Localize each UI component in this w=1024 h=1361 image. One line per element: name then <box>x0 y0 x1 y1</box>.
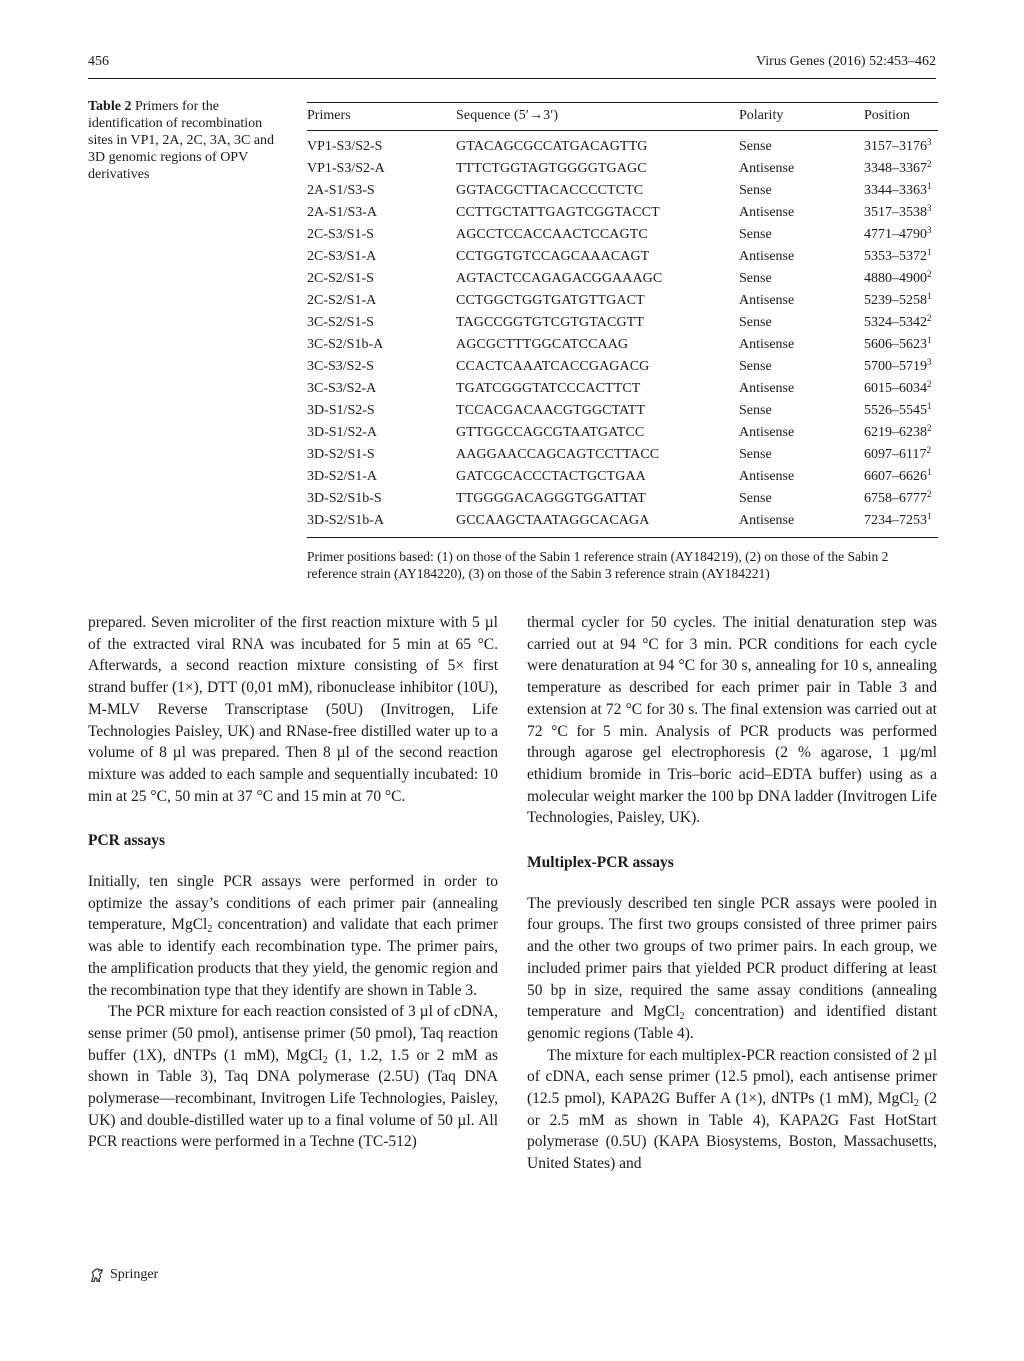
cell-position: 3344–3363$^1$ <box>864 181 932 198</box>
primer-table <box>307 102 938 582</box>
table-row <box>307 509 938 531</box>
cell-position: 4880–4900$^2$ <box>864 269 932 286</box>
cell-sequence: TGATCGGGTATCCCACTTCT <box>456 381 641 396</box>
reference-superscript: 2 <box>926 445 931 455</box>
paragraph: The previously described ten single PCR assays were pooled in four groups. The first two groups consisted of three primer pairs and the other two groups of two primer pairs. In each group, we included primer pairs that yielded PCR product differing at least 50 bp in size, required the same assay conditions (annealing temperature and MgCl$_2$ concentration) and identified distant genomic regions (Table 4). <box>527 894 937 1042</box>
cell-sequence: TTTCTGGTAGTGGGGTGAGC <box>456 161 647 176</box>
cell-sequence: AGCCTCCACCAACTCCAGTC <box>456 227 648 242</box>
reference-superscript: 3 <box>927 225 932 235</box>
reference-superscript: 1 <box>927 511 932 521</box>
cell-polarity: Sense <box>739 227 772 242</box>
col-header-sequence: Sequence (5′→3′) <box>456 108 559 123</box>
cell-position: 5353–5372$^1$ <box>864 247 932 264</box>
cell-polarity: Antisense <box>739 425 795 440</box>
reference-superscript: 1 <box>927 291 932 301</box>
section-heading-multiplex-pcr: Multiplex-PCR assays <box>527 854 674 872</box>
reference-superscript: 1 <box>927 247 932 257</box>
table-row <box>307 333 938 355</box>
table-row <box>307 223 938 245</box>
col-header-primers: Primers <box>307 108 351 123</box>
reference-superscript: 2 <box>927 489 932 499</box>
table-row <box>307 421 938 443</box>
table-row <box>307 135 938 157</box>
table-row <box>307 399 938 421</box>
table-body <box>307 131 938 537</box>
cell-primer: 3D-S2/S1-A <box>307 469 378 484</box>
table-caption <box>88 98 278 183</box>
table-caption-text: Primers for the identification of recombination sites in VP1, 2A, 2C, 3A, 3C and 3D genomic regions of OPV derivatives <box>88 99 275 182</box>
paragraph: The PCR mixture for each reaction consisted of 3 µl of cDNA, sense primer (50 pmol), antisense primer (50 pmol), Taq reaction buffer (1X), dNTPs (1 mM), MgCl$_2$ (1, 1.2, 1.5 or 2 mM as shown in Table 3), Taq DNA polymerase (2.5U) (Taq DNA polymerase—recombinant, Invitrogen Life Technologies, Paisley, UK) and double-distilled water up to a final volume of 50 µl. All PCR reactions were performed in a Techne (TC-512) <box>88 1003 498 1151</box>
page-number: 456 <box>88 54 109 69</box>
cell-sequence: AAGGAACCAGCAGTCCTTACC <box>456 447 660 462</box>
cell-primer: 3C-S3/S2-S <box>307 359 374 374</box>
cell-position: 4771–4790$^3$ <box>864 225 932 242</box>
cell-sequence: GCCAAGCTAATAGGCACAGA <box>456 513 650 528</box>
cell-position: 5239–5258$^1$ <box>864 291 932 308</box>
springer-horse-icon <box>88 1266 106 1284</box>
reference-superscript: 2 <box>927 159 932 169</box>
reference-superscript: 2 <box>927 423 932 433</box>
cell-primer: 3D-S2/S1b-S <box>307 491 382 506</box>
cell-polarity: Antisense <box>739 205 795 220</box>
table-row <box>307 443 938 465</box>
cell-polarity: Sense <box>739 315 772 330</box>
cell-sequence: CCTGGTGTCCAGCAAACAGT <box>456 249 650 264</box>
journal-citation: Virus Genes (2016) 52:453–462 <box>756 54 936 69</box>
cell-sequence: CCTGGCTGGTGATGTTGACT <box>456 293 645 308</box>
reference-superscript: 3 <box>927 137 932 147</box>
cell-position: 6758–6777$^2$ <box>864 489 932 506</box>
paragraph: thermal cycler for 50 cycles. The initial denaturation step was carried out at 94 °C for 3 min. PCR conditions for each cycle were denaturation at 94 °C for 30 s, annealing for 10 s, annealing temperature as described for each primer pair in Table 3 and extension at 72 °C for 30 s. The final extension was carried out at 72 °C for 5 min. Analysis of PCR products was performed through agarose gel electrophoresis (2 % agarose, 1 µg/ml ethidium bromide in Tris–boric acid–EDTA buffer) using as a molecular weight marker the 100 bp DNA ladder (Invitrogen Life Technologies, Paisley, UK). <box>527 614 937 827</box>
cell-position: 5606–5623$^1$ <box>864 335 932 352</box>
table-row <box>307 355 938 377</box>
cell-primer: 3D-S1/S2-S <box>307 403 375 418</box>
cell-polarity: Antisense <box>739 293 795 308</box>
cell-polarity: Sense <box>739 183 772 198</box>
cell-position: 3348–3367$^2$ <box>864 159 932 176</box>
reference-superscript: 2 <box>927 269 932 279</box>
cell-primer: 2A-S1/S3-S <box>307 183 375 198</box>
table-row <box>307 377 938 399</box>
cell-position: 6219–6238$^2$ <box>864 423 932 440</box>
cell-polarity: Antisense <box>739 381 795 396</box>
cell-polarity: Antisense <box>739 161 795 176</box>
cell-primer: VP1-S3/S2-S <box>307 139 383 154</box>
cell-polarity: Sense <box>739 447 772 462</box>
cell-primer: 2C-S2/S1-S <box>307 271 374 286</box>
cell-sequence: TCCACGACAACGTGGCTATT <box>456 403 646 418</box>
table-row <box>307 311 938 333</box>
paragraph: prepared. Seven microliter of the first reaction mixture with 5 µl of the extracted viral RNA was incubated for 5 min at 65 °C. Afterwards, a second reaction mixture consisting of 5× first strand buffer (1×), DTT (0,01 mM), ribonuclease inhibitor (10U), M-MLV Reverse Transcriptase (50U) (Invitrogen, Life Technologies Paisley, UK) and RNase-free distilled water up to a volume of 8 µl was prepared. Then 8 µl of the second reaction mixture was added to each sample and sequentially incubated: 10 min at 25 °C, 50 min at 37 °C and 15 min at 70 °C. <box>88 614 498 805</box>
cell-polarity: Sense <box>739 403 772 418</box>
cell-polarity: Antisense <box>739 513 795 528</box>
cell-primer: 3D-S2/S1-S <box>307 447 375 462</box>
paragraph: The mixture for each multiplex-PCR reaction consisted of 2 µl of cDNA, each sense primer (12.5 pmol), each antisense primer (12.5 pmol), KAPA2G Buffer A (1×), dNTPs (1 mM), MgCl$_2$ (2 or 2.5 mM as shown in Table 4), KAPA2G Fast HotStart polymerase (0.5U) (KAPA Biosystems, Boston, Massachusetts, United States) and <box>527 1046 937 1173</box>
cell-sequence: AGCGCTTTGGCATCCAAG <box>456 337 629 352</box>
reference-superscript: 1 <box>927 401 932 411</box>
reference-superscript: 3 <box>927 203 932 213</box>
table-row <box>307 289 938 311</box>
cell-sequence: GGTACGCTTACACCCCTCTC <box>456 183 644 198</box>
cell-position: 3517–3538$^3$ <box>864 203 932 220</box>
cell-polarity: Sense <box>739 359 772 374</box>
table-row <box>307 157 938 179</box>
body-column-right <box>527 612 937 1175</box>
cell-polarity: Sense <box>739 139 772 154</box>
table-row <box>307 465 938 487</box>
page-footer <box>88 1266 158 1284</box>
cell-sequence: GTTGGCCAGCGTAATGATCC <box>456 425 645 440</box>
cell-position: 5700–5719$^3$ <box>864 357 932 374</box>
publisher-name: Springer <box>110 1267 159 1282</box>
reference-superscript: 2 <box>927 313 932 323</box>
cell-position: 6015–6034$^2$ <box>864 379 932 396</box>
cell-position: 6097–6117$^2$ <box>864 445 931 462</box>
cell-primer: 3D-S2/S1b-A <box>307 513 385 528</box>
reference-superscript: 1 <box>927 467 932 477</box>
cell-sequence: AGTACTCCAGAGACGGAAAGC <box>456 271 663 286</box>
header-rule <box>88 78 936 79</box>
cell-polarity: Sense <box>739 491 772 506</box>
cell-primer: 2C-S3/S1-S <box>307 227 374 242</box>
cell-polarity: Antisense <box>739 469 795 484</box>
table-label: Table 2 <box>88 99 132 114</box>
cell-position: 6607–6626$^1$ <box>864 467 932 484</box>
paragraph: Initially, ten single PCR assays were performed in order to optimize the assay’s conditions of each primer pair (annealing temperature, MgCl$_2$ concentration) and validate that each primer was able to identify each recombination type. The primer pairs, the amplification products that they yield, the genomic region and the recombination type that they identify are shown in Table 3. <box>88 873 498 999</box>
cell-position: 3157–3176$^3$ <box>864 137 932 154</box>
table-row <box>307 179 938 201</box>
cell-primer: 3C-S2/S1b-A <box>307 337 384 352</box>
col-header-position: Position <box>864 108 910 123</box>
col-header-polarity: Polarity <box>739 108 784 123</box>
cell-polarity: Antisense <box>739 249 795 264</box>
table-footnote: Primer positions based: (1) on those of the Sabin 1 reference strain (AY184219), (2) on those of the Sabin 2 reference strain (AY184220), (3) on those of the Sabin 3 reference strain (AY184221) <box>307 549 889 581</box>
cell-position: 7234–7253$^1$ <box>864 511 932 528</box>
section-heading-pcr-assays: PCR assays <box>88 832 166 850</box>
table-row <box>307 267 938 289</box>
table-row <box>307 201 938 223</box>
cell-primer: 3C-S3/S2-A <box>307 381 377 396</box>
cell-sequence: GTACAGCGCCATGACAGTTG <box>456 139 648 154</box>
cell-position: 5324–5342$^2$ <box>864 313 932 330</box>
reference-superscript: 3 <box>927 357 932 367</box>
cell-sequence: TTGGGGACAGGGTGGATTAT <box>456 491 646 506</box>
cell-primer: VP1-S3/S2-A <box>307 161 385 176</box>
cell-primer: 2C-S2/S1-A <box>307 293 377 308</box>
cell-sequence: GATCGCACCCTACTGCTGAA <box>456 469 646 484</box>
cell-sequence: TAGCCGGTGTCGTGTACGTT <box>456 315 644 330</box>
table-row <box>307 487 938 509</box>
table-header-row <box>307 103 938 130</box>
cell-polarity: Sense <box>739 271 772 286</box>
cell-primer: 3C-S2/S1-S <box>307 315 374 330</box>
reference-superscript: 1 <box>927 335 932 345</box>
reference-superscript: 1 <box>927 181 932 191</box>
running-header <box>88 54 936 76</box>
cell-polarity: Antisense <box>739 337 795 352</box>
reference-superscript: 2 <box>927 379 932 389</box>
body-column-left <box>88 612 498 1153</box>
cell-primer: 2C-S3/S1-A <box>307 249 377 264</box>
table-row <box>307 245 938 267</box>
cell-primer: 3D-S1/S2-A <box>307 425 378 440</box>
cell-sequence: CCACTCAAATCACCGAGACG <box>456 359 650 374</box>
cell-sequence: CCTTGCTATTGAGTCGGTACCT <box>456 205 660 220</box>
cell-position: 5526–5545$^1$ <box>864 401 932 418</box>
cell-primer: 2A-S1/S3-A <box>307 205 378 220</box>
